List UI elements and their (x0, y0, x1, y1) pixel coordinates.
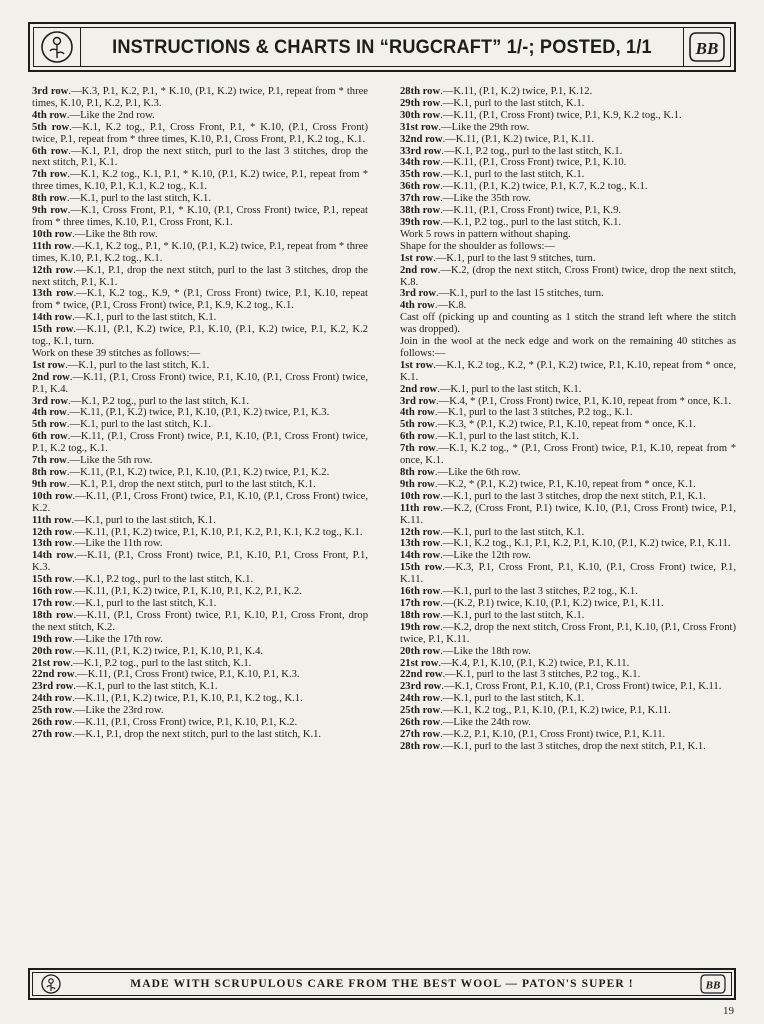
row-label: 16th row (32, 586, 73, 598)
instruction-line (400, 265, 736, 289)
instruction-line (400, 312, 736, 336)
instruction-line (400, 384, 736, 396)
row-instruction: .—K.1, P.1, drop the next stitch, purl to the last stitch, K.1. (72, 728, 322, 740)
row-label: 11th row (32, 240, 72, 252)
row-label: 16th row (400, 586, 441, 598)
row-instruction: .—K.1, purl to the last 9 stitches, turn. (433, 252, 596, 264)
row-instruction: .—K.1, purl to the last stitch, K.1. (437, 383, 582, 395)
instruction-line (400, 229, 736, 241)
row-label: 35th row (400, 169, 441, 181)
row-instruction: Cast off (picking up and counting as 1 stitch the strand left where the stitch was dropped). (400, 312, 736, 336)
row-label: 18th row (400, 609, 441, 621)
row-instruction: Work 5 rows in pattern without shaping. (400, 228, 571, 240)
row-instruction: .—K.3, P.1, Cross Front, P.1, K.10, (P.1, Cross Front) twice, P.1, K.11. (400, 562, 737, 586)
row-instruction: .—K.11, (P.1, K.2) twice, P.1, K.10, P.1, K.2, P.1, K.2. (72, 586, 302, 598)
row-instruction: .—K.1, purl to the last 15 stitches, turn. (436, 288, 604, 300)
bb-monogram-small-logo (698, 972, 728, 996)
row-instruction: .—K.1, purl to the last stitch, K.1. (440, 97, 585, 109)
row-label: 31st row (400, 121, 439, 133)
instruction-line (32, 419, 368, 431)
row-label: 29th row (400, 97, 441, 109)
row-label: 20th row (400, 645, 441, 657)
row-label: 2nd row (32, 371, 70, 383)
row-instruction: .—K.11, (P.1, K.2) twice, P.1, K.10, P.1, K.2, P.1, K.1, K.2 tog., K.1. (72, 526, 363, 538)
row-instruction: .—K.1, K.2 tog., K.1, P.1, * K.10, (P.1, K.2) twice, P.1, repeat from * three times, K.10, P.1, K.1, K.2 tog., K.1. (32, 169, 368, 193)
svg-text:BB: BB (705, 979, 721, 992)
row-instruction: .—K.1, K.2 tog., P.1, Cross Front, P.1, * K.10, (P.1, Cross Front) twice, P.1, repeat from * three times, K.10, P.1, Cross Front, P.1, K.2 tog., K.1. (32, 121, 368, 145)
row-instruction: .—K.1, P.2 tog., purl to the last stitch, K.1. (440, 216, 622, 228)
row-instruction: .—K.4, * (P.1, Cross Front) twice, P.1, K.10, repeat from * once, K.1. (436, 395, 732, 407)
row-instruction: .—K.11, (P.1, Cross Front) twice, P.1, K.10, P.1, K.2. (72, 717, 298, 729)
row-instruction: .—K.1, purl to the last stitch, K.1. (72, 312, 217, 324)
row-label: 8th row (400, 467, 435, 478)
row-instruction: Join in the wool at the neck edge and work on the remaining 40 stitches as follows:— (400, 336, 736, 359)
instruction-line (400, 681, 736, 693)
row-label: 11th row (32, 514, 72, 526)
instruction-line (32, 598, 368, 610)
row-label: 1st row (400, 359, 434, 371)
instruction-line (400, 396, 736, 408)
row-instruction: .—K.11, (P.1, K.2) twice, P.1, K.10, P.1, K.4. (72, 645, 264, 657)
instruction-line (32, 455, 368, 467)
row-instruction: .—K.1, purl to the last stitch, K.1. (73, 681, 218, 693)
row-instruction: .—Like the 18th row. (440, 645, 531, 657)
instruction-line (32, 205, 368, 229)
instruction-line (32, 467, 368, 479)
row-label: 20th row (32, 645, 73, 657)
instruction-line (32, 717, 368, 729)
row-instruction: .—Like the 29th row. (438, 121, 530, 133)
instruction-line (400, 241, 736, 253)
row-label: 1st row (400, 252, 434, 264)
instruction-line (32, 538, 368, 550)
row-instruction: .—K.1, P.1, drop the next stitch, purl to the last stitch, K.1. (66, 478, 316, 490)
row-label: 24th row (32, 693, 73, 705)
instruction-line (32, 241, 368, 265)
row-instruction: .—K.11, (P.1, Cross Front) twice, P.1, K.10, (P.1, Cross Front) twice, K.2. (32, 490, 369, 514)
instruction-line (32, 634, 368, 646)
row-label: 26th row (400, 717, 441, 729)
row-label: 13th row (32, 538, 73, 550)
instruction-line (400, 443, 736, 467)
left-column (32, 86, 368, 952)
row-label: 30th row (400, 109, 441, 121)
row-instruction: .—K.1, purl to the last stitch, K.1. (434, 431, 580, 443)
row-label: 23rd row (400, 681, 442, 693)
row-label: 1st row (32, 359, 66, 371)
row-instruction: .—K.1, K.2 tog., P.1, K.10, (P.1, K.2) twice, P.1, K.11. (440, 705, 671, 717)
instruction-line (400, 538, 736, 550)
instruction-line (400, 729, 736, 741)
instruction-line (32, 407, 368, 419)
flower-emblem-small-icon (36, 972, 66, 996)
instruction-line (32, 705, 368, 717)
row-label: 39th row (400, 216, 441, 228)
instruction-line (400, 550, 736, 562)
instruction-line (400, 622, 736, 646)
row-label: 34th row (400, 157, 441, 169)
row-label: 12th row (32, 526, 73, 538)
instruction-line (400, 431, 736, 443)
row-label: 21st row (32, 657, 71, 669)
instruction-line (400, 253, 736, 265)
instruction-line (400, 717, 736, 729)
row-label: 21st row (400, 657, 439, 669)
row-label: 4th row (32, 109, 67, 121)
instruction-line (32, 169, 368, 193)
right-column (400, 86, 736, 952)
instruction-line (400, 562, 736, 586)
row-instruction: .—Like the 11th row. (72, 538, 163, 550)
row-instruction: .—K.1, purl to the last stitch, K.1. (440, 526, 585, 538)
row-instruction: .—K.2, (Cross Front, P.1) twice, K.10, (P.1, Cross Front) twice, P.1, K.11. (400, 502, 736, 526)
instruction-line (32, 324, 368, 348)
row-instruction: .—K.1, purl to the last 3 stitches, drop the next stitch, P.1, K.1. (440, 740, 706, 752)
row-instruction: .—K.8. (434, 300, 467, 312)
row-label: 36th row (400, 181, 441, 193)
row-instruction: .—K.1, K.2 tog., P.1, * K.10, (P.1, K.2) twice, P.1, repeat from * three times, K.10, P.1, K.2 tog., K.1. (32, 240, 368, 264)
instructions-body (32, 86, 736, 952)
header-banner (28, 22, 736, 72)
row-instruction: .—K.1, purl to the last stitch, K.1. (71, 514, 216, 526)
row-instruction: .—K.1, Cross Front, P.1, K.10, (P.1, Cross Front) twice, P.1, K.11. (441, 681, 722, 693)
row-label: 4th row (400, 300, 435, 312)
row-label: 10th row (32, 490, 73, 502)
row-label: 8th row (32, 193, 67, 205)
row-label: 6th row (32, 145, 69, 157)
row-label: 28th row (400, 86, 441, 97)
instruction-line (400, 741, 736, 753)
row-instruction: Shape for the shoulder as follows:— (400, 240, 556, 252)
instruction-line (32, 288, 368, 312)
instruction-line (400, 122, 736, 134)
instruction-line (32, 491, 368, 515)
row-instruction: .—K.1, purl to the last stitch, K.1. (66, 193, 212, 205)
row-instruction: .—K.1, P.1, drop the next stitch, purl to the last 3 stitches, drop the next stitch, P.1, K.1. (32, 145, 369, 169)
instruction-line (400, 479, 736, 491)
row-label: 10th row (32, 228, 73, 240)
bb-monogram-logo (683, 27, 730, 67)
row-label: 25th row (32, 705, 73, 717)
row-instruction: .—K.1, P.2 tog., purl to the last stitch, K.1. (72, 574, 254, 586)
row-label: 15th row (32, 574, 73, 586)
instruction-line (32, 229, 368, 241)
row-instruction: .—K.1, K.2 tog., K.9, * (P.1, Cross Front) twice, P.1, K.10, repeat from * twice, (P.1, Cross Front) twice, P.1, K.9, K.2 tog., K.1. (32, 288, 368, 312)
instruction-line (400, 193, 736, 205)
row-label: 17th row (400, 597, 441, 609)
row-instruction: .—K.11, (P.1, K.2) twice, P.1, K.10, (P.1, K.2) twice, P.1, K.3. (66, 407, 330, 419)
row-label: 33rd row (400, 145, 442, 157)
instruction-line (400, 693, 736, 705)
instruction-line (400, 205, 736, 217)
row-instruction: .—K.11, (P.1, K.2) twice, P.1, K.10, (P.1, K.2) twice, P.1, K.2, K.2 tog., K.1, turn. (32, 324, 368, 348)
row-label: 8th row (32, 467, 67, 478)
row-label: 6th row (400, 431, 435, 443)
instruction-line (400, 169, 736, 181)
row-instruction: .—Like the 17th row. (72, 633, 163, 645)
instruction-line (32, 110, 368, 122)
instruction-line (400, 288, 736, 300)
row-instruction: .—K.1, P.2 tog., purl to the last stitch, K.1. (70, 657, 252, 669)
row-instruction: .—K.11, (P.1, Cross Front) twice, P.1, K.9, K.2 tog., K.1. (440, 109, 682, 121)
row-label: 38th row (400, 205, 441, 217)
row-instruction: .—Like the 24th row. (440, 717, 531, 729)
row-instruction: .—Like the 23rd row. (72, 705, 164, 717)
page-title: INSTRUCTIONS & CHARTS IN “RUGCRAFT” 1/-; POSTED, 1/1 (112, 35, 652, 58)
instruction-line (400, 336, 736, 360)
instruction-line (400, 419, 736, 431)
instruction-line (400, 134, 736, 146)
row-instruction: .—K.11, (P.1, Cross Front) twice, P.1, K.10, P.1, Cross Front, drop the next stitch, K.2. (32, 609, 368, 633)
row-instruction: .—Like the 8th row. (72, 228, 158, 240)
row-instruction: .—K.11, (P.1, K.2) twice, P.1, K.12. (440, 86, 593, 97)
row-instruction: .—K.1, Cross Front, P.1, * K.10, (P.1, Cross Front) twice, P.1, repeat from * three times, K.10, P.1, Cross Front, K.1. (32, 205, 368, 228)
row-label: 18th row (32, 609, 74, 621)
row-instruction: .—Like the 12th row. (440, 550, 531, 562)
row-instruction: .—K.1, purl to the last stitch, K.1. (66, 419, 212, 431)
row-instruction: .—K.11, (P.1, Cross Front) twice, P.1, K.10, P.1, Cross Front, P.1, K.3. (32, 550, 368, 574)
instruction-line (32, 86, 368, 110)
row-label: 14th row (32, 550, 74, 562)
instruction-line (32, 312, 368, 324)
instruction-line (400, 527, 736, 539)
row-instruction: .—K.1, purl to the last 3 stitches, P.2 tog., K.1. (440, 586, 638, 598)
instruction-line (32, 146, 368, 170)
instruction-line (32, 360, 368, 372)
row-label: 5th row (32, 419, 67, 431)
instruction-line (400, 407, 736, 419)
instruction-line (400, 217, 736, 229)
row-label: 5th row (32, 121, 70, 133)
row-label: 13th row (32, 288, 74, 300)
row-label: 9th row (32, 478, 67, 490)
row-label: 3rd row (32, 86, 69, 97)
row-instruction: .—K.11, (P.1, Cross Front) twice, P.1, K.10, (P.1, Cross Front) twice, P.1, K.4. (32, 371, 368, 395)
instruction-line (400, 586, 736, 598)
row-instruction: .—K.11, (P.1, K.2) twice, P.1, K.10, (P.1, K.2) twice, P.1, K.2. (66, 467, 330, 478)
row-label: 32nd row (400, 133, 443, 145)
row-label: 28th row (400, 740, 441, 752)
row-instruction: .—K.1, purl to the last stitch, K.1. (440, 169, 585, 181)
row-instruction: .—K.1, purl to the last 3 stitches, P.2 tog., K.1. (442, 669, 641, 681)
row-instruction: .—K.11, (P.1, K.2) twice, P.1, K.10, P.1, K.2 tog., K.1. (72, 693, 303, 705)
flower-emblem-icon (34, 27, 81, 67)
page-number: 19 (723, 1005, 734, 1017)
instruction-line (400, 98, 736, 110)
row-instruction: .—K.2, drop the next stitch, Cross Front, P.1, K.10, (P.1, Cross Front) twice, P.1, K.11. (400, 621, 736, 645)
instruction-line (400, 360, 736, 384)
row-label: 12th row (400, 526, 441, 538)
instruction-line (32, 658, 368, 670)
row-label: 7th row (32, 169, 68, 181)
instruction-line (400, 300, 736, 312)
row-instruction: .—K.3, * (P.1, K.2) twice, P.1, K.10, repeat from * once, K.1. (434, 419, 696, 431)
row-instruction: .—K.1, purl to the last 3 stitches, P.2 tog., K.1. (434, 407, 633, 419)
row-instruction: .—K.11, (P.1, Cross Front) twice, P.1, K.10. (440, 157, 627, 169)
instruction-line (32, 646, 368, 658)
instruction-line (400, 86, 736, 98)
row-instruction: .—(K.2, P.1) twice, K.10, (P.1, K.2) twice, P.1, K.11. (440, 597, 664, 609)
row-label: 22nd row (32, 669, 75, 681)
row-label: 5th row (400, 419, 435, 431)
row-label: 27th row (400, 728, 441, 740)
row-instruction: .—K.1, P.2 tog., purl to the last stitch, K.1. (68, 395, 249, 407)
row-label: 2nd row (400, 383, 438, 395)
instruction-line (32, 372, 368, 396)
row-label: 3rd row (400, 395, 436, 407)
instruction-line (32, 122, 368, 146)
instruction-line (32, 431, 368, 455)
instruction-line (400, 503, 736, 527)
row-instruction: .—K.1, purl to the last stitch, K.1. (440, 693, 585, 705)
row-instruction: .—K.1, P.2 tog., purl to the last stitch, K.1. (441, 145, 623, 157)
row-instruction: .—K.1, P.1, drop the next stitch, purl to the last 3 stitches, drop the next stitch, P.1, K.1. (32, 264, 368, 288)
row-label: 37th row (400, 193, 441, 205)
row-label: 9th row (32, 205, 68, 217)
instruction-line (400, 646, 736, 658)
row-label: 23rd row (32, 681, 74, 693)
row-instruction: .—K.3, P.1, K.2, P.1, * K.10, (P.1, K.2) twice, P.1, repeat from * three times, K.10, P.1, K.2, P.1, K.3. (32, 86, 368, 109)
instruction-line (400, 669, 736, 681)
row-label: 27th row (32, 728, 73, 740)
instruction-line (400, 467, 736, 479)
instruction-line (400, 491, 736, 503)
row-instruction: .—K.11, (P.1, K.2) twice, P.1, K.7, K.2 tog., K.1. (440, 181, 648, 193)
row-instruction: .—K.1, K.2 tog., K.1, P.1, K.2, P.1, K.10, (P.1, K.2) twice, P.1, K.11. (440, 538, 731, 550)
instruction-line (32, 610, 368, 634)
instruction-line (32, 515, 368, 527)
instruction-line (400, 110, 736, 122)
row-instruction: .—K.2, * (P.1, K.2) twice, P.1, K.10, repeat from * once, K.1. (434, 478, 696, 490)
row-label: 7th row (32, 455, 67, 467)
row-instruction: .—Like the 35th row. (440, 193, 531, 205)
row-instruction: .—K.11, (P.1, Cross Front) twice, P.1, K.9. (440, 205, 622, 217)
row-label: 13th row (400, 538, 441, 550)
row-label: 12th row (32, 264, 74, 276)
row-label: 26th row (32, 717, 73, 729)
row-instruction: .—K.1, K.2 tog., * (P.1, Cross Front) twice, P.1, K.10, repeat from * once, K.1. (400, 443, 736, 467)
row-label: 17th row (32, 597, 73, 609)
instruction-line (400, 181, 736, 193)
row-label: 6th row (32, 431, 68, 443)
instruction-line (32, 681, 368, 693)
row-label: 9th row (400, 478, 435, 490)
footer-banner (28, 968, 736, 1000)
row-instruction: Work on these 39 stitches as follows:— (32, 347, 201, 359)
row-instruction: .—K.1, K.2 tog., K.2, * (P.1, K.2) twice, P.1, K.10, repeat from * once, K.1. (400, 359, 736, 383)
row-instruction: .—K.2, P.1, K.10, (P.1, Cross Front) twice, P.1, K.11. (440, 728, 666, 740)
instruction-line (400, 658, 736, 670)
row-label: 3rd row (32, 395, 68, 407)
row-label: 4th row (400, 407, 435, 419)
row-label: 24th row (400, 693, 441, 705)
instruction-line (32, 193, 368, 205)
row-instruction: .—K.4, P.1, K.10, (P.1, K.2) twice, P.1, K.11. (438, 657, 630, 669)
instruction-line (32, 729, 368, 741)
row-label: 15th row (400, 562, 443, 574)
instruction-line (32, 693, 368, 705)
row-label: 7th row (400, 443, 436, 455)
instruction-line (400, 598, 736, 610)
instruction-line (400, 146, 736, 158)
instruction-line (32, 574, 368, 586)
instruction-line (32, 550, 368, 574)
svg-text:BB: BB (695, 39, 719, 58)
instruction-line (32, 348, 368, 360)
row-label: 22nd row (400, 669, 443, 681)
row-instruction: .—Like the 5th row. (66, 455, 153, 467)
row-label: 25th row (400, 705, 441, 717)
instruction-line (32, 479, 368, 491)
instruction-line (32, 669, 368, 681)
row-instruction: .—K.1, purl to the last stitch, K.1. (65, 359, 210, 371)
row-instruction: .—K.1, purl to the last stitch, K.1. (440, 609, 585, 621)
row-label: 14th row (32, 312, 73, 324)
instruction-line (32, 586, 368, 598)
row-instruction: .—K.11, (P.1, K.2) twice, P.1, K.11. (442, 133, 595, 145)
row-label: 14th row (400, 550, 441, 562)
instruction-line (400, 157, 736, 169)
row-instruction: .—K.2, (drop the next stitch, Cross Front) twice, drop the next stitch, K.8. (400, 264, 737, 288)
instruction-line (400, 610, 736, 622)
row-instruction: .—K.1, purl to the last stitch, K.1. (72, 597, 217, 609)
row-label: 19th row (32, 633, 73, 645)
instruction-line (400, 705, 736, 717)
row-instruction: .—Like the 6th row. (434, 467, 521, 478)
instruction-line (32, 527, 368, 539)
row-label: 11th row (400, 502, 441, 514)
row-instruction: .—K.11, (P.1, Cross Front) twice, P.1, K.10, P.1, K.3. (74, 669, 300, 681)
row-instruction: .—K.11, (P.1, Cross Front) twice, P.1, K.10, (P.1, Cross Front) twice, P.1, K.2 tog., K.1. (32, 431, 369, 455)
instruction-line (32, 265, 368, 289)
row-label: 10th row (400, 490, 441, 502)
instruction-line (32, 396, 368, 408)
row-label: 19th row (400, 621, 441, 633)
footer-slogan: MADE WITH SCRUPULOUS CARE FROM THE BEST WOOL — PATON'S SUPER ! (130, 978, 634, 990)
row-instruction: .—K.1, purl to the last 3 stitches, drop the next stitch, P.1, K.1. (440, 490, 706, 502)
row-instruction: .—Like the 2nd row. (66, 109, 155, 121)
row-label: 2nd row (400, 264, 438, 276)
row-label: 3rd row (400, 288, 436, 300)
row-label: 4th row (32, 407, 67, 419)
row-label: 15th row (32, 324, 74, 336)
